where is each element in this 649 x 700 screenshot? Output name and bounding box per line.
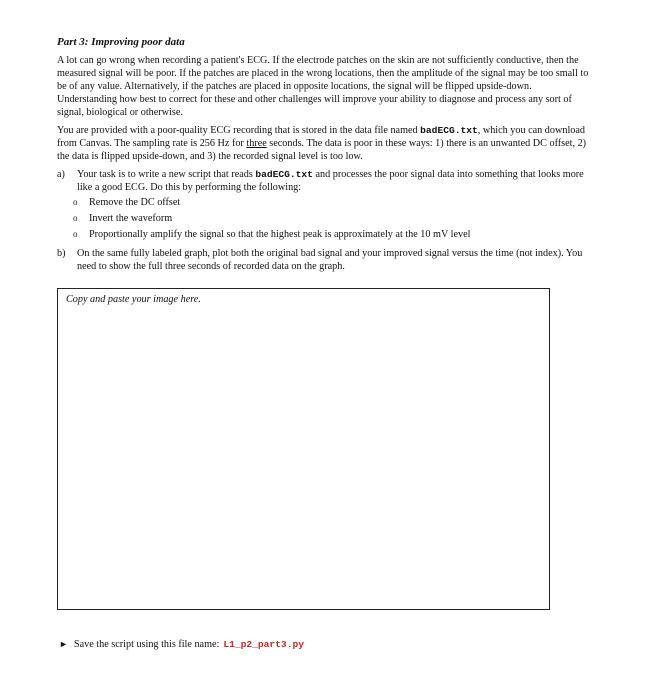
assignment-content [57,35,590,275]
question-a-text-end: and processes the poor signal data into something that looks more like a good ECG. Do this by performing the following: [77,169,584,193]
answer-box-placeholder: Copy and paste your image here. [66,294,201,305]
question-a-file-name: badECG.txt [255,169,313,180]
intro-paragraph-2 [57,124,590,163]
question-b [57,247,590,273]
question-a-text [77,168,590,194]
question-b-text: On the same fully labeled graph, plot both the original bad signal and your improved signal versus the time (not index). You need to show the full three seconds of recorded data on the graph. [77,248,583,272]
bullet-circle-icon: o [73,229,78,239]
intro-p2-end: seconds. The data is poor in these ways: 1) there is an unwanted DC offset, 2) the data is flipped upside-down, and 3) the recorded signal level is too low. [57,138,587,162]
bullet-circle-icon: o [73,197,78,207]
bullet-text: Remove the DC offset [89,197,181,208]
bullet-item [57,212,590,225]
script-file-name: L1_p2_part3.py [223,639,304,650]
save-instruction-text: Save the script using this file name: [73,639,220,650]
intro-p2-start: You are provided with a poor-quality ECG recording that is stored in the data file named [57,125,421,136]
question-a-letter: a) [57,169,65,180]
question-a [57,168,590,194]
bullet-text: Proportionally amplify the signal so that the highest peak is approximately at the 10 mV level [89,229,471,240]
bullet-text: Invert the waveform [89,213,173,224]
task-bullet-list [57,196,590,241]
bullet-item [57,196,590,209]
intro-p2-middle: , which you can download from Canvas. The sampling rate is 256 Hz for [57,125,585,149]
intro-paragraph-1: A lot can go wrong when recording a patient's ECG. If the electrode patches on the skin are not sufficiently conductive, then the measured signal will be poor. If the patches are placed in the wrong locations, then the amplitude of the signal may be too small to be of any value. Alternatively, if the patches are placed in opposite locations, the signal will be flipped upside-down. Understanding how best to correct for these and other challenges will improve your ability to diagnose and process any sort of signal, biological or otherwise. [57,55,589,118]
section-title: Part 3: Improving poor data [57,36,185,48]
three-underlined: three [246,138,267,149]
bullet-item [57,228,590,241]
arrow-right-icon: ► [59,639,68,649]
bullet-circle-icon: o [73,213,78,223]
data-file-name: badECG.txt [420,125,478,136]
image-answer-box[interactable] [57,288,550,610]
question-a-text-start: Your task is to write a new script that reads [77,169,256,180]
question-b-letter: b) [57,248,66,259]
save-instruction [59,638,304,651]
